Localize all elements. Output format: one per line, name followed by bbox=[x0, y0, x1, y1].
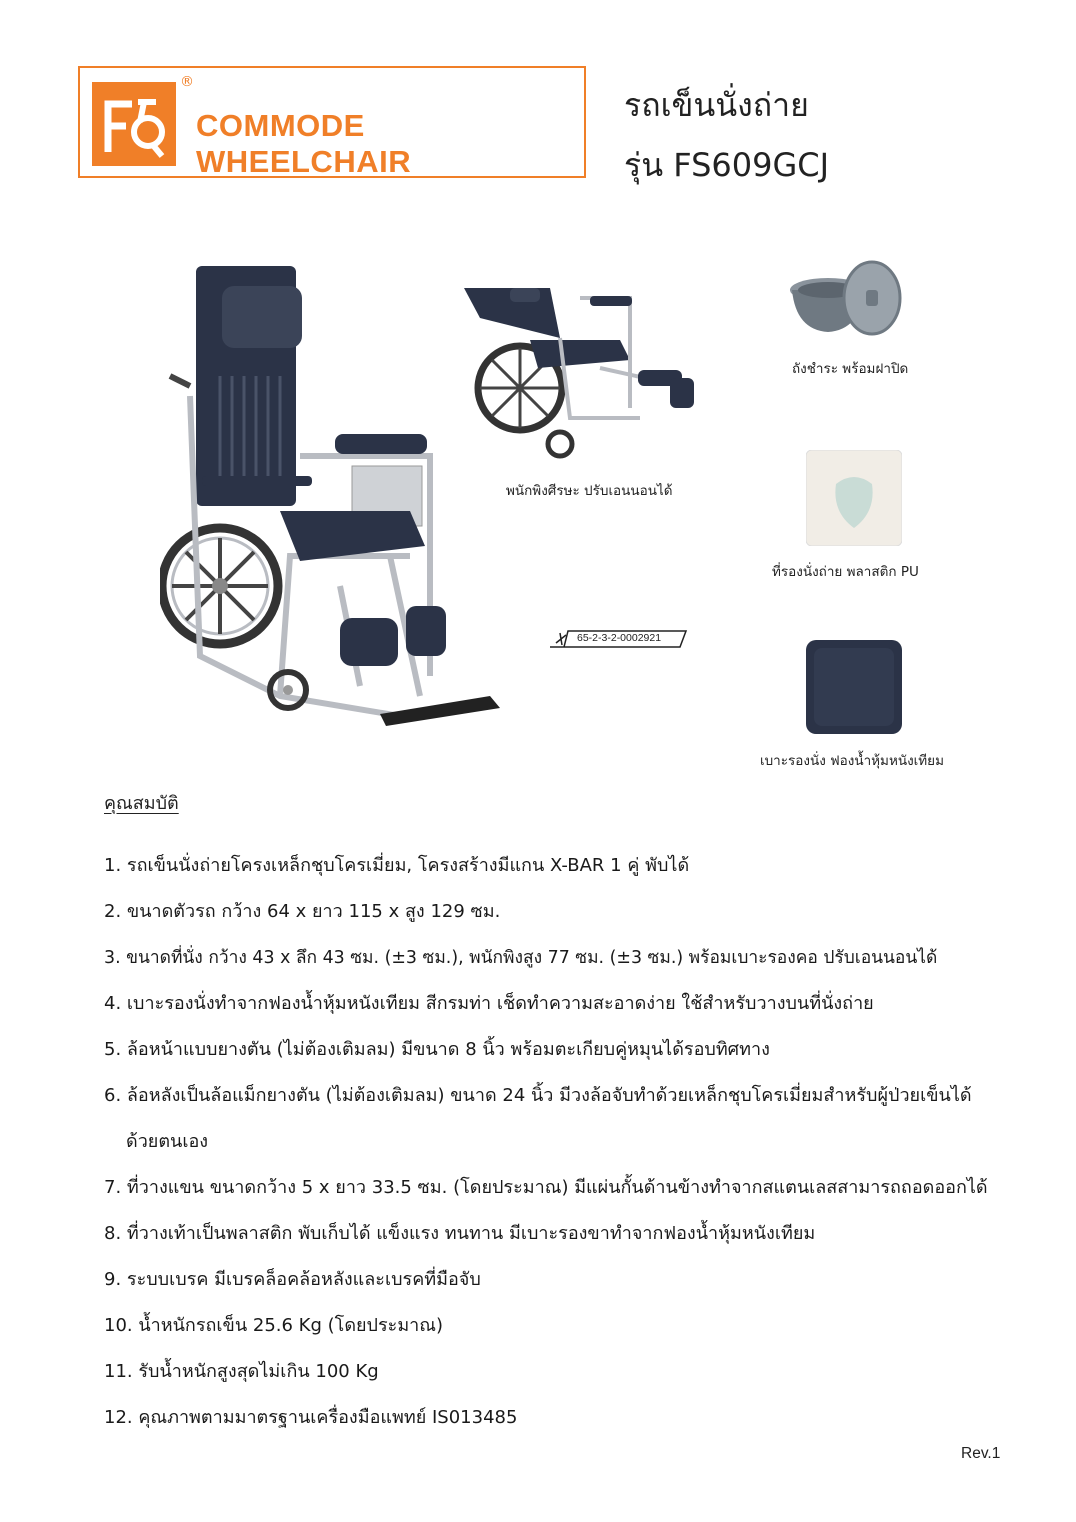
feature-item: 1. รถเข็นนั่งถ่ายโครงเหล็กชุบโครเมี่ยม, โครงสร้างมีแกน X-BAR 1 คู่ พับได้ bbox=[104, 855, 690, 876]
feature-item: 8. ที่วางเท้าเป็นพลาสติก พับเก็บได้ แข็งแรง ทนทาน มีเบาะรองขาทำจากฟองน้ำหุ้มหนังเทียม bbox=[104, 1223, 816, 1244]
feature-item: 11. รับน้ำหนักสูงสุดไม่เกิน 100 Kg bbox=[104, 1361, 379, 1382]
brand-name: COMMODE WHEELCHAIR bbox=[196, 108, 412, 179]
revision-label: Rev.1 bbox=[961, 1445, 1001, 1462]
feature-item: 12. คุณภาพตามมาตรฐานเครื่องมือแพทย์ IS013485 bbox=[104, 1407, 518, 1428]
features-heading: คุณสมบัติ bbox=[104, 793, 179, 814]
product-model: รุ่น FS609GCJ bbox=[624, 146, 830, 184]
feature-item: 9. ระบบเบรค มีเบรคล็อคล้อหลังและเบรคที่มือจับ bbox=[104, 1269, 481, 1290]
feature-item: 2. ขนาดตัวรถ กว้าง 64 x ยาว 115 x สูง 129 ซม. bbox=[104, 901, 501, 922]
registration-number: 65-2-3-2-0002921 bbox=[577, 632, 662, 644]
feature-item-continuation: ด้วยตนเอง bbox=[126, 1131, 209, 1152]
features-list bbox=[104, 843, 1024, 1441]
toilet-seat-pad-image bbox=[806, 450, 902, 546]
brand-logo-icon bbox=[92, 82, 176, 166]
feature-item: 4. เบาะรองนั่งทำจากฟองน้ำหุ้มหนังเทียม สีกรมท่า เช็ดทำความสะอาดง่าย ใช้สำหรับวางบนที่นั่งถ่าย bbox=[104, 993, 874, 1014]
feature-item: 10. น้ำหนักรถเข็น 25.6 Kg (โดยประมาณ) bbox=[104, 1315, 444, 1336]
cushion-caption: เบาะรองนั่ง ฟองน้ำหุ้มหนังเทียม bbox=[760, 753, 944, 769]
product-title: รถเข็นนั่งถ่าย bbox=[624, 86, 809, 124]
feature-item: 7. ที่วางแขน ขนาดกว้าง 5 x ยาว 33.5 ซม. (โดยประมาณ) มีแผ่นกั้นด้านข้างทำจากสแตนเลสสามารถถอดออกได้ bbox=[104, 1177, 988, 1198]
brand-logo-box bbox=[78, 66, 586, 178]
registered-mark: ® bbox=[180, 74, 194, 90]
feature-item: 6. ล้อหลังเป็นล้อแม็กยางตัน (ไม่ต้องเติมลม) ขนาด 24 นิ้ว มีวงล้อจับทำด้วยเหล็กชุบโครเมี่ยมสำหรับผู้ป่วยเข็นได้ bbox=[104, 1085, 972, 1106]
seat-cushion-image bbox=[804, 638, 904, 736]
pan-caption: ถังชำระ พร้อมฝาปิด bbox=[792, 361, 909, 377]
commode-pan-image bbox=[788, 258, 906, 344]
feature-item: 5. ล้อหน้าแบบยางตัน (ไม่ต้องเติมลม) มีขนาด 8 นิ้ว พร้อมตะเกียบคู่หมุนได้รอบทิศทาง bbox=[104, 1039, 770, 1060]
pad-caption: ที่รองนั่งถ่าย พลาสติก PU bbox=[772, 564, 919, 580]
reclined-wheelchair-image bbox=[460, 268, 700, 468]
recline-caption: พนักพิงศีรษะ ปรับเอนนอนได้ bbox=[506, 483, 673, 499]
feature-item: 3. ขนาดที่นั่ง กว้าง 43 x ลึก 43 ซม. (±3 ซม.), พนักพิงสูง 77 ซม. (±3 ซม.) พร้อมเบาะรองคอ ปรับเอนนอนได้ bbox=[104, 948, 938, 968]
